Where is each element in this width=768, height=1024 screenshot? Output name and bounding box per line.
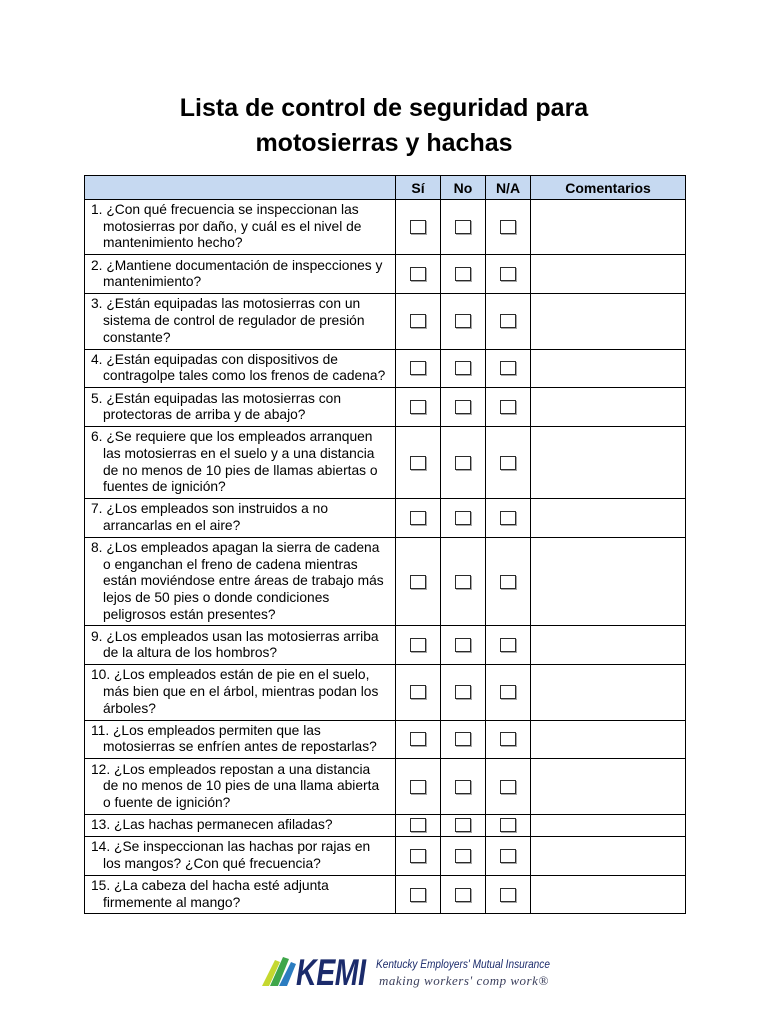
checkbox-si[interactable]	[410, 818, 426, 832]
question-text-line: firmemente al mango?	[103, 894, 241, 910]
answer-cell-no	[441, 200, 486, 255]
checkbox-si[interactable]	[410, 888, 426, 902]
table-row	[85, 294, 686, 349]
question-text-line: 4. ¿Están equipadas con dispositivos de	[91, 351, 338, 367]
checkbox-no[interactable]	[455, 780, 471, 794]
answer-cell-no	[441, 836, 486, 875]
header-na: N/A	[486, 176, 531, 200]
answer-cell-si	[396, 814, 441, 836]
checkbox-si[interactable]	[410, 220, 426, 234]
checkbox-na[interactable]	[500, 888, 516, 902]
comments-cell[interactable]	[531, 665, 686, 720]
comments-cell[interactable]	[531, 200, 686, 255]
question-text-line: protectoras de arriba y de abajo?	[103, 407, 306, 423]
checkbox-na[interactable]	[500, 575, 516, 589]
question-cell	[85, 720, 396, 759]
question-text-line: 3. ¿Están equipadas las motosierras con un	[91, 296, 361, 312]
question-text-line: 2. ¿Mantiene documentación de inspecciones y	[91, 257, 383, 273]
answer-cell-si	[396, 537, 441, 626]
answer-cell-si	[396, 720, 441, 759]
checkbox-si[interactable]	[410, 685, 426, 699]
question-text-line: de la altura de los hombros?	[103, 645, 278, 661]
checkbox-no[interactable]	[455, 818, 471, 832]
answer-cell-na	[486, 294, 531, 349]
comments-cell[interactable]	[531, 626, 686, 665]
question-text-line: los mangos? ¿Con qué frecuencia?	[103, 855, 321, 871]
answer-cell-si	[396, 388, 441, 427]
checkbox-na[interactable]	[500, 818, 516, 832]
checkbox-si[interactable]	[410, 575, 426, 589]
question-text-line: 12. ¿Los empleados repostan a una distancia	[91, 761, 371, 777]
question-text-line: mantenimiento hecho?	[103, 235, 243, 251]
header-si: Sí	[396, 176, 441, 200]
answer-cell-no	[441, 875, 486, 914]
question-cell	[85, 537, 396, 626]
answer-cell-si	[396, 349, 441, 388]
checkbox-no[interactable]	[455, 849, 471, 863]
question-text-line: de no menos de 10 pies de llamas abiertas o	[103, 462, 378, 478]
question-cell	[85, 626, 396, 665]
question-cell	[85, 255, 396, 294]
checkbox-no[interactable]	[455, 361, 471, 375]
question-text-line: 8. ¿Los empleados apagan la sierra de cadena	[91, 540, 380, 556]
question-cell	[85, 814, 396, 836]
answer-cell-si	[396, 875, 441, 914]
question-text-line: 5. ¿Están equipadas las motosierras con	[91, 390, 342, 406]
question-text-line: 13. ¿Las hachas permanecen afiladas?	[91, 817, 333, 833]
header-comments: Comentarios	[531, 176, 686, 200]
checkbox-no[interactable]	[455, 685, 471, 699]
question-cell	[85, 759, 396, 814]
table-row	[85, 720, 686, 759]
answer-cell-na	[486, 759, 531, 814]
answer-cell-no	[441, 626, 486, 665]
table-row	[85, 427, 686, 499]
checkbox-na[interactable]	[500, 456, 516, 470]
table-row	[85, 499, 686, 538]
title-line-1: Lista de control de seguridad para	[179, 94, 589, 122]
answer-cell-si	[396, 626, 441, 665]
checkbox-na[interactable]	[500, 220, 516, 234]
answer-cell-no	[441, 427, 486, 499]
checkbox-si[interactable]	[410, 511, 426, 525]
checkbox-si[interactable]	[410, 267, 426, 281]
answer-cell-si	[396, 665, 441, 720]
header-question	[85, 176, 396, 200]
kemi-logo-icon	[261, 956, 297, 988]
table-row	[85, 349, 686, 388]
question-text-line: de no menos de 10 pies de una llama abierta	[103, 778, 380, 794]
answer-cell-na	[486, 388, 531, 427]
answer-cell-na	[486, 499, 531, 538]
checkbox-no[interactable]	[455, 638, 471, 652]
answer-cell-no	[441, 759, 486, 814]
answer-cell-si	[396, 427, 441, 499]
checkbox-no[interactable]	[455, 575, 471, 589]
checkbox-na[interactable]	[500, 638, 516, 652]
table-row	[85, 814, 686, 836]
answer-cell-no	[441, 537, 486, 626]
question-text-line: lejos de 50 pies o donde condiciones	[103, 589, 330, 605]
checklist-body	[85, 200, 686, 914]
checkbox-no[interactable]	[455, 511, 471, 525]
question-text-line: 9. ¿Los empleados usan las motosierras arriba	[91, 628, 379, 644]
header-no: No	[441, 176, 486, 200]
table-row	[85, 836, 686, 875]
answer-cell-na	[486, 255, 531, 294]
table-row	[85, 200, 686, 255]
question-cell	[85, 294, 396, 349]
answer-cell-na	[486, 349, 531, 388]
checkbox-si[interactable]	[410, 361, 426, 375]
answer-cell-no	[441, 665, 486, 720]
table-row	[85, 665, 686, 720]
comments-cell[interactable]	[531, 349, 686, 388]
table-row	[85, 759, 686, 814]
checkbox-si[interactable]	[410, 638, 426, 652]
checkbox-na[interactable]	[500, 361, 516, 375]
checkbox-si[interactable]	[410, 849, 426, 863]
question-text-line: mantenimiento?	[103, 274, 202, 290]
checkbox-na[interactable]	[500, 732, 516, 746]
checkbox-no[interactable]	[455, 314, 471, 328]
answer-cell-si	[396, 759, 441, 814]
question-cell	[85, 665, 396, 720]
checkbox-na[interactable]	[500, 314, 516, 328]
answer-cell-no	[441, 814, 486, 836]
answer-cell-no	[441, 294, 486, 349]
answer-cell-no	[441, 349, 486, 388]
checkbox-no[interactable]	[455, 267, 471, 281]
checkbox-no[interactable]	[455, 220, 471, 234]
answer-cell-si	[396, 499, 441, 538]
checkbox-na[interactable]	[500, 780, 516, 794]
question-text-line: 6. ¿Se requiere que los empleados arranquen	[91, 429, 373, 445]
question-cell	[85, 836, 396, 875]
table-row	[85, 537, 686, 626]
comments-cell[interactable]	[531, 759, 686, 814]
checkbox-no[interactable]	[455, 400, 471, 414]
answer-cell-na	[486, 537, 531, 626]
question-text-line: motosierras por daño, y cuál es el nivel de	[103, 218, 362, 234]
question-cell	[85, 427, 396, 499]
checkbox-na[interactable]	[500, 511, 516, 525]
comments-cell[interactable]	[531, 388, 686, 427]
comments-cell[interactable]	[531, 255, 686, 294]
title-line-2: motosierras y hachas	[255, 129, 513, 157]
question-cell	[85, 875, 396, 914]
question-text-line: más bien que en el árbol, mientras podan los	[103, 684, 379, 700]
question-text-line: contragolpe tales como los frenos de cadena?	[103, 368, 386, 384]
kemi-wordmark: KEMI	[296, 952, 366, 993]
answer-cell-si	[396, 294, 441, 349]
checkbox-na[interactable]	[500, 685, 516, 699]
question-text-line: 10. ¿Los empleados están de pie en el suelo,	[91, 667, 370, 683]
footer-logo	[261, 952, 561, 994]
question-text-line: 11. ¿Los empleados permiten que las	[91, 722, 321, 738]
document-title	[0, 91, 768, 161]
table-row	[85, 388, 686, 427]
answer-cell-no	[441, 388, 486, 427]
question-cell	[85, 349, 396, 388]
checkbox-si[interactable]	[410, 456, 426, 470]
table-row	[85, 875, 686, 914]
question-text-line: 15. ¿La cabeza del hacha esté adjunta	[91, 877, 329, 893]
comments-cell[interactable]	[531, 499, 686, 538]
comments-cell[interactable]	[531, 537, 686, 626]
answer-cell-no	[441, 499, 486, 538]
question-cell	[85, 200, 396, 255]
answer-cell-si	[396, 836, 441, 875]
comments-cell[interactable]	[531, 836, 686, 875]
question-text-line: las motosierras en el suelo y a una distancia	[103, 445, 375, 461]
comments-cell[interactable]	[531, 294, 686, 349]
checkbox-si[interactable]	[410, 314, 426, 328]
question-cell	[85, 499, 396, 538]
answer-cell-no	[441, 720, 486, 759]
question-text-line: o enganchan el freno de cadena mientras	[103, 556, 358, 572]
answer-cell-na	[486, 814, 531, 836]
question-text-line: o fuente de ignición?	[103, 794, 231, 810]
comments-cell[interactable]	[531, 875, 686, 914]
answer-cell-na	[486, 427, 531, 499]
table-row	[85, 626, 686, 665]
checkbox-na[interactable]	[500, 400, 516, 414]
answer-cell-na	[486, 875, 531, 914]
table-row	[85, 255, 686, 294]
question-text-line: árboles?	[103, 700, 156, 716]
question-cell	[85, 388, 396, 427]
checkbox-no[interactable]	[455, 456, 471, 470]
answer-cell-no	[441, 255, 486, 294]
answer-cell-si	[396, 255, 441, 294]
question-text-line: motosierras se enfríen antes de repostarlas?	[103, 739, 377, 755]
checkbox-si[interactable]	[410, 780, 426, 794]
question-text-line: constante?	[103, 329, 171, 345]
question-text-line: arrancarlas en el aire?	[103, 517, 241, 533]
company-tagline: making workers' comp work®	[379, 973, 549, 988]
question-text-line: 1. ¿Con qué frecuencia se inspeccionan las	[91, 202, 359, 218]
answer-cell-na	[486, 836, 531, 875]
question-text-line: fuentes de ignición?	[103, 479, 226, 495]
checklist-table	[84, 175, 686, 914]
checkbox-no[interactable]	[455, 732, 471, 746]
comments-cell[interactable]	[531, 814, 686, 836]
answer-cell-na	[486, 720, 531, 759]
question-text-line: están moviéndose entre áreas de trabajo más	[103, 573, 384, 589]
checkbox-si[interactable]	[410, 400, 426, 414]
company-name: Kentucky Employers' Mutual Insurance	[376, 957, 550, 971]
answer-cell-na	[486, 200, 531, 255]
answer-cell-na	[486, 626, 531, 665]
comments-cell[interactable]	[531, 427, 686, 499]
answer-cell-si	[396, 200, 441, 255]
checkbox-na[interactable]	[500, 849, 516, 863]
question-text-line: 7. ¿Los empleados son instruidos a no	[91, 501, 328, 517]
answer-cell-na	[486, 665, 531, 720]
comments-cell[interactable]	[531, 720, 686, 759]
header-row	[85, 176, 686, 200]
checkbox-si[interactable]	[410, 732, 426, 746]
checkbox-no[interactable]	[455, 888, 471, 902]
question-text-line: sistema de control de regulador de presión	[103, 313, 365, 329]
question-text-line: peligrosos están presentes?	[103, 606, 276, 622]
checklist-header	[85, 176, 686, 200]
checkbox-na[interactable]	[500, 267, 516, 281]
question-text-line: 14. ¿Se inspeccionan las hachas por rajas en	[91, 839, 371, 855]
